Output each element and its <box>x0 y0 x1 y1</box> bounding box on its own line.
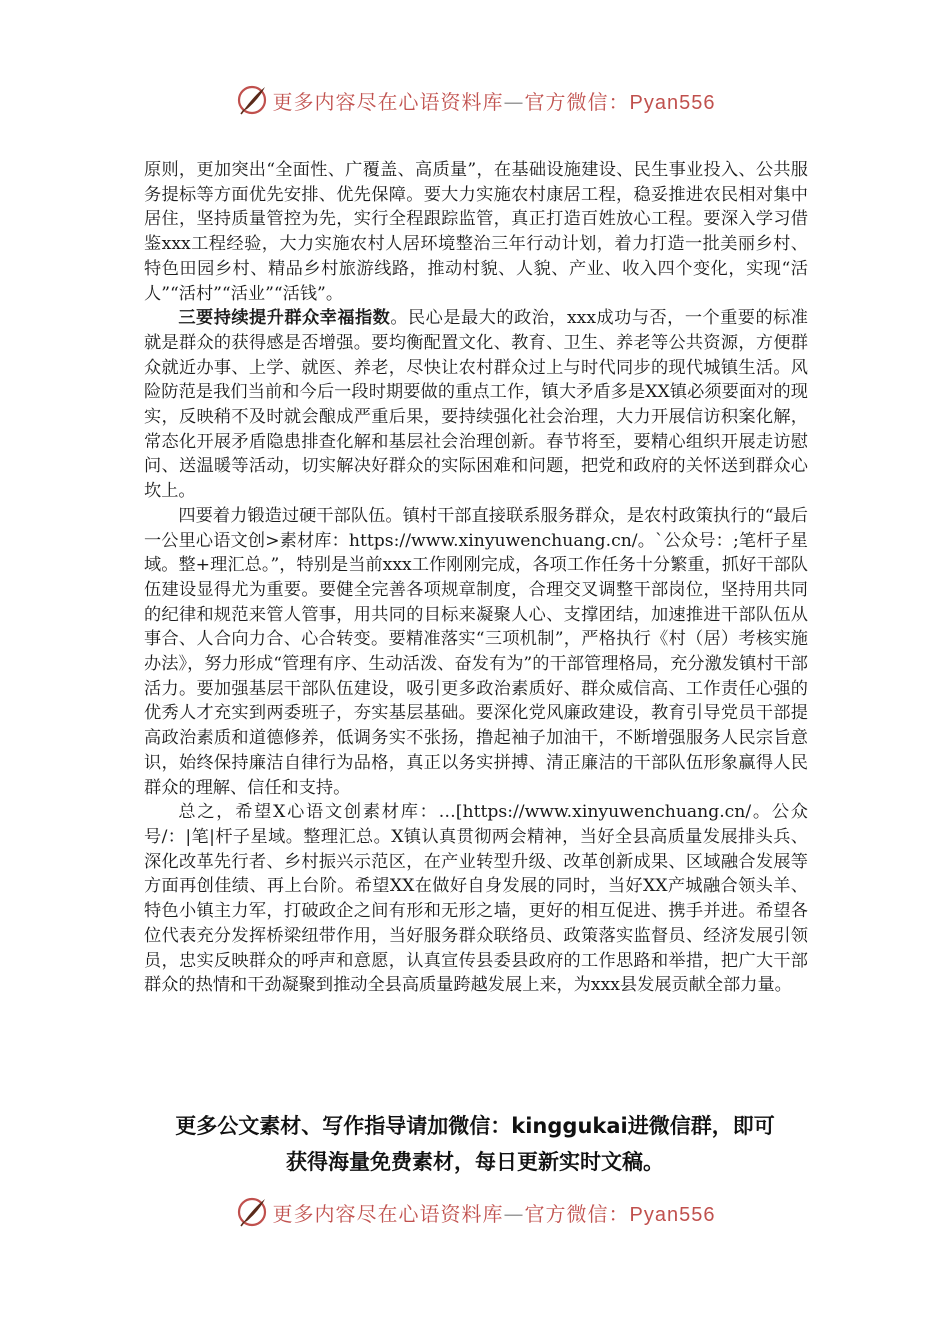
banner-wechat-label: 官方微信： <box>524 89 630 114</box>
paragraph-4: 总之，希望X心语文创素材库：…[https://www.xinyuwenchuang.cn/。公众号/：|笔|杆子星域。整理汇总。X镇认真贯彻两会精神，当好全县高质量发展排头兵、深化改革先行者、乡村振兴示范区，在产业转型升级、改革创新成果、区域融合发展等方面再创佳绩、再上台阶。希望XX在做好自身发展的同时，当好XX产城融合领头羊、特色小镇主力军，打破政企之间有形和无形之墙，更好的相互促进、携手并进。希望各位代表充分发挥桥梁纽带作用，当好服务群众联络员、政策落实监督员、经济发展引领员，忠实反映群众的呼声和意愿，认真宣传县委县政府的工作思路和举措，把广大干部群众的热情和干劲凝聚到推动全县高质量跨越发展上来，为xxx县发展贡献全部力量。 <box>144 802 808 996</box>
document-body <box>144 158 808 998</box>
banner-wechat-handle: Pyan556 <box>629 91 716 114</box>
banner-main-text: 更多内容尽在心语资料库 <box>272 89 504 114</box>
paragraph-1: 原则，更加突出“全面性、广覆盖、高质量”，在基础设施建设、民生事业投入、公共服务提标等方面优先安排、优先保障。要大力实施农村康居工程，稳妥推进农民相对集中居住，坚持质量管控为先，实行全程跟踪监管，真正打造百姓放心工程。要深入学习借鉴xxx工程经验，大力实施农村人居环境整治三年行动计划，着力打造一批美丽乡村、特色田园乡村、精品乡村旅游线路，推动村貌、人貌、产业、收入四个变化，实现“活人”“活村”“活业”“活钱”。 <box>144 160 808 304</box>
banner-main-text: 更多内容尽在心语资料库 <box>272 1201 504 1226</box>
banner-wechat-handle: Pyan556 <box>629 1203 716 1226</box>
banner-text <box>273 1198 716 1227</box>
banner-wechat-label: 官方微信： <box>524 1201 630 1226</box>
quill-pen-logo-icon <box>235 1195 269 1229</box>
promo-notice <box>100 1108 850 1180</box>
banner-dash: — <box>503 1201 525 1226</box>
quill-pen-logo-icon <box>235 83 269 117</box>
banner-text <box>273 86 716 115</box>
paragraph-2 <box>144 306 808 504</box>
paragraph-2-text: 。民心是最大的政治，xxx成功与否，一个重要的标准就是群众的获得感是否增强。要均衡配置文化、教育、卫生、养老等公共资源，方便群众就近办事、上学、就医、养老，尽快让农村群众过上与时代同步的现代城镇生活。风险防范是我们当前和今后一段时期要做的重点工作，镇大矛盾多是XX镇必须要面对的现实，反映稍不及时就会酿成严重后果，要持续强化社会治理，大力开展信访积案化解，常态化开展矛盾隐患排查化解和基层社会治理创新。春节将至，要精心组织开展走访慰问、送温暖等活动，切实解决好群众的实际困难和问题，把党和政府的关怀送到群众心坎上。 <box>144 308 808 502</box>
promo-line-1: 更多公文素材、写作指导请加微信：kinggukai进微信群，即可 <box>175 1114 775 1138</box>
paragraph-3: 四要着力锻造过硬干部队伍。镇村干部直接联系服务群众，是农村政策执行的“最后一公里心语文创>素材库：https://www.xinyuwenchuang.cn/。`公众号：;笔杆子星域。整+理汇总。”，特别是当前xxx工作刚刚完成，各项工作任务十分繁重，抓好干部队伍建设显得尤为重要。要健全完善各项规章制度，合理交叉调整干部岗位，坚持用共同的纪律和规范来管人管事，用共同的目标来凝聚人心、支撑团结，加速推进干部队伍从事合、人合向力合、心合转变。要精准落实“三项机制”，严格执行《村（居）考核实施办法》，努力形成“管理有序、生动活泼、奋发有为”的干部管理格局，充分激发镇村干部活力。要加强基层干部队伍建设，吸引更多政治素质好、群众威信高、工作责任心强的优秀人才充实到两委班子，夯实基层基础。要深化党风廉政建设，教育引导党员干部提高政治素质和道德修养，低调务实不张扬，撸起袖子加油干，不断增强服务人民宗旨意识，始终保持廉洁自律行为品格，真正以务实拼搏、清正廉洁的干部队伍形象赢得人民群众的理解、信任和支持。 <box>144 505 808 798</box>
paragraph-2-heading: 三要持续提升群众幸福指数 <box>178 308 391 329</box>
footer-banner <box>0 1192 950 1232</box>
banner-dash: — <box>503 89 525 114</box>
header-banner <box>0 80 950 120</box>
promo-line-2: 获得海量免费素材，每日更新实时文稿。 <box>286 1150 664 1174</box>
